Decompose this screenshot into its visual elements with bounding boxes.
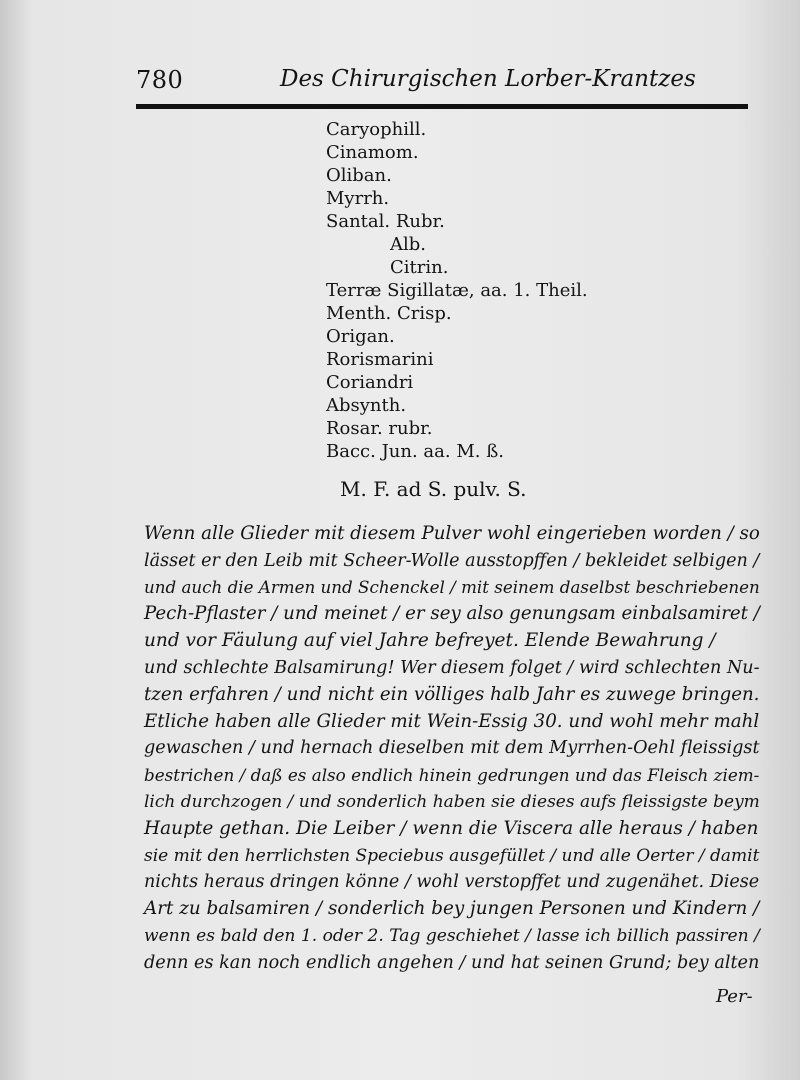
recipe-item: Terræ Sigillatæ, aa. 1. Theil. [326, 280, 588, 301]
text-line: bestrichen / daß es also endlich hinein gedrungen und das Fleisch ziem- [144, 765, 760, 786]
text-line: tzen erfahren / und nicht ein völliges halb Jahr es zuwege bringen. [144, 683, 760, 705]
recipe-item: Origan. [326, 326, 395, 347]
recipe-item: Rosar. rubr. [326, 418, 433, 439]
text-line: Art zu balsamiren / sonderlich bey jungen Personen und Kindern / [144, 898, 760, 920]
text-line: Haupte gethan. Die Leiber / wenn die Viscera alle heraus / haben [144, 817, 759, 839]
text-line: Pech-Pflaster / und meinet / er sey also genungsam einbalsamiret / [144, 603, 760, 625]
running-head: Des Chirurgischen Lorber-Krantzes [280, 66, 696, 92]
text-line: nichts heraus dringen könne / wohl verstopffet und zugenähet. Diese [144, 872, 760, 893]
catchword: Per- [716, 986, 753, 1007]
text-line: wenn es bald den 1. oder 2. Tag geschiehet / lasse ich billich passiren / [144, 925, 760, 946]
recipe-item: Coriandri [326, 372, 414, 393]
recipe-item: Myrrh. [326, 188, 390, 209]
body-paragraph [144, 521, 760, 977]
text-line: und schlechte Balsamirung! Wer diesem folget / wird schlechten Nu- [144, 657, 760, 678]
text-line: sie mit den herrlichsten Speciebus ausgefüllet / und alle Oerter / damit [144, 845, 760, 866]
text-line: lässet er den Leib mit Scheer-Wolle ausstopffen / bekleidet selbigen / [144, 550, 760, 571]
recipe-item: Absynth. [326, 395, 407, 416]
text-line: und auch die Armen und Schenckel / mit seinem daselbst beschriebenen [144, 577, 760, 597]
recipe-closing: M. F. ad S. pulv. S. [340, 477, 527, 501]
text-line: denn es kan noch endlich angehen / und hat seinen Grund; bey alten [144, 952, 760, 973]
recipe-item: Alb. [390, 234, 426, 255]
recipe-item: Menth. Crisp. [326, 303, 452, 324]
page-number: 780 [136, 66, 184, 94]
recipe-item: Santal. Rubr. [326, 211, 445, 232]
text-line: gewaschen / und hernach dieselben mit dem Myrrhen-Oehl fleissigst [144, 738, 760, 759]
text-line: Wenn alle Glieder mit diesem Pulver wohl eingerieben worden / so [144, 523, 760, 544]
recipe-item: Rorismarini [326, 349, 434, 370]
text-line: Etliche haben alle Glieder mit Wein-Essig 30. und wohl mehr mahl [144, 710, 760, 732]
recipe-item: Oliban. [326, 165, 392, 186]
recipe-item: Citrin. [390, 257, 449, 278]
recipe-item: Caryophill. [326, 119, 427, 140]
text-line: lich durchzogen / und sonderlich haben sie dieses aufs fleissigste beym [144, 791, 760, 812]
header-rule [136, 104, 748, 109]
recipe-list [326, 118, 588, 463]
recipe-item: Bacc. Jun. aa. M. ß. [326, 441, 504, 462]
recipe-item: Cinamom. [326, 142, 419, 163]
text-line: und vor Fäulung auf viel Jahre befreyet. Elende Bewahrung / [144, 630, 716, 652]
